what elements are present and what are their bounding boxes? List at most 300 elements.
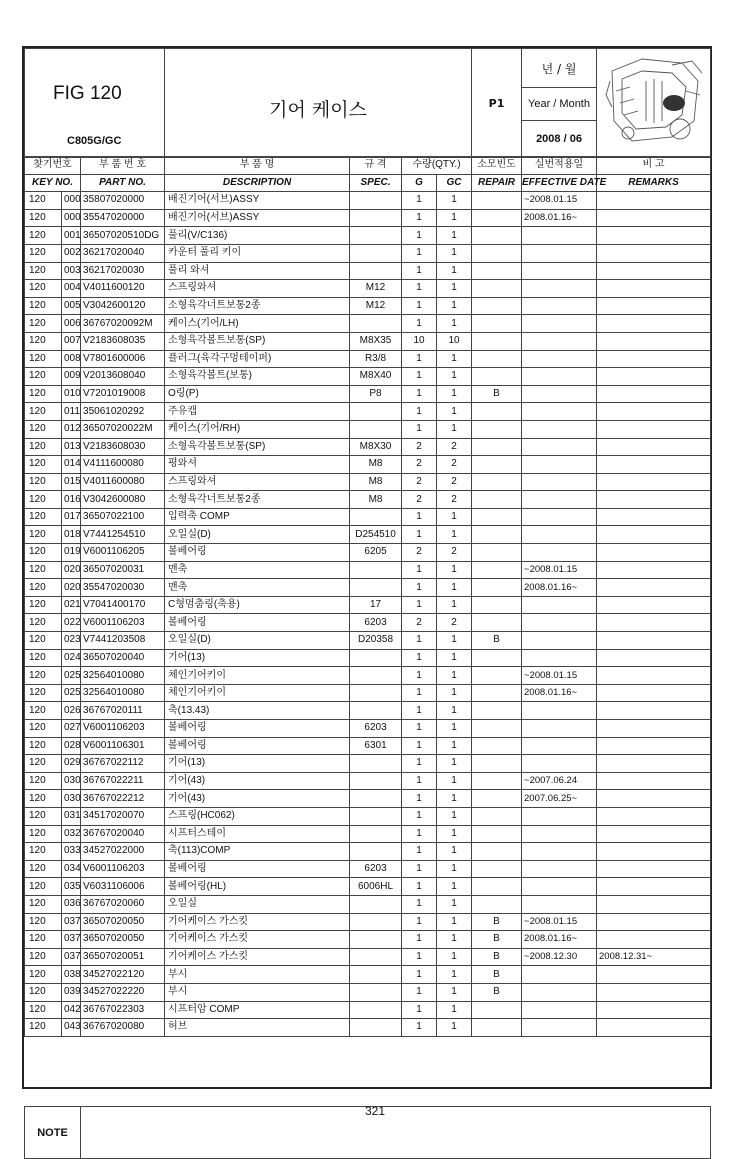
row-effective-date bbox=[522, 438, 597, 456]
row-key: 010 bbox=[62, 385, 81, 403]
row-key: 003 bbox=[62, 262, 81, 280]
row-effective-date bbox=[522, 895, 597, 913]
row-fig: 120 bbox=[25, 561, 62, 579]
row-repair bbox=[472, 280, 522, 298]
row-description: 스프링와셔 bbox=[165, 280, 350, 298]
row-description: 체인기어키이 bbox=[165, 684, 350, 702]
row-description: 입력축 COMP bbox=[165, 508, 350, 526]
row-effective-date: 2007.06.25~ bbox=[522, 790, 597, 808]
row-remarks bbox=[597, 878, 711, 896]
row-description: 스프링와셔 bbox=[165, 473, 350, 491]
row-effective-date: 2008.01.16~ bbox=[522, 209, 597, 227]
row-description: 소형육각볼트(보통) bbox=[165, 368, 350, 386]
date-label-kr: 년 / 월 bbox=[522, 49, 596, 88]
row-fig: 120 bbox=[25, 1019, 62, 1037]
row-description: 부시 bbox=[165, 966, 350, 984]
row-qty-gc: 1 bbox=[437, 192, 472, 210]
row-remarks bbox=[597, 209, 711, 227]
row-key: 015 bbox=[62, 473, 81, 491]
row-repair bbox=[472, 192, 522, 210]
table-row bbox=[25, 227, 711, 245]
row-key: 027 bbox=[62, 720, 81, 738]
row-fig: 120 bbox=[25, 473, 62, 491]
row-effective-date bbox=[522, 649, 597, 667]
table-row bbox=[25, 280, 711, 298]
row-remarks bbox=[597, 807, 711, 825]
row-remarks bbox=[597, 895, 711, 913]
row-part-no: V6001106203 bbox=[81, 614, 165, 632]
row-part-no: 35547020000 bbox=[81, 209, 165, 227]
row-qty-gc: 1 bbox=[437, 1001, 472, 1019]
row-fig: 120 bbox=[25, 860, 62, 878]
table-row bbox=[25, 526, 711, 544]
row-qty-gc: 1 bbox=[437, 772, 472, 790]
row-effective-date bbox=[522, 244, 597, 262]
row-remarks bbox=[597, 772, 711, 790]
row-repair bbox=[472, 614, 522, 632]
row-spec: P8 bbox=[350, 385, 402, 403]
table-row bbox=[25, 895, 711, 913]
row-repair bbox=[472, 1001, 522, 1019]
row-qty-g: 1 bbox=[402, 420, 437, 438]
row-key: 038 bbox=[62, 966, 81, 984]
row-key: 031 bbox=[62, 807, 81, 825]
row-key: 023 bbox=[62, 632, 81, 650]
row-qty-g: 10 bbox=[402, 332, 437, 350]
row-part-no: V2183608035 bbox=[81, 332, 165, 350]
row-description: 오일실(D) bbox=[165, 632, 350, 650]
row-fig: 120 bbox=[25, 280, 62, 298]
row-description: 볼베어링 bbox=[165, 720, 350, 738]
row-description: 주유캡 bbox=[165, 403, 350, 421]
row-fig: 120 bbox=[25, 684, 62, 702]
row-part-no: 36507020051 bbox=[81, 948, 165, 966]
row-qty-gc: 1 bbox=[437, 948, 472, 966]
row-description: 맨축 bbox=[165, 561, 350, 579]
row-remarks bbox=[597, 966, 711, 984]
row-part-no: V6001106301 bbox=[81, 737, 165, 755]
row-remarks bbox=[597, 438, 711, 456]
row-effective-date bbox=[522, 702, 597, 720]
row-fig: 120 bbox=[25, 544, 62, 562]
row-key: 037 bbox=[62, 931, 81, 949]
row-repair bbox=[472, 403, 522, 421]
row-remarks bbox=[597, 684, 711, 702]
row-repair: B bbox=[472, 931, 522, 949]
row-key: 035 bbox=[62, 878, 81, 896]
col-desc-en: DESCRIPTION bbox=[165, 174, 350, 192]
table-row bbox=[25, 192, 711, 210]
row-spec: M8 bbox=[350, 491, 402, 509]
row-repair bbox=[472, 772, 522, 790]
row-qty-g: 2 bbox=[402, 544, 437, 562]
row-description: 케이스(기어/RH) bbox=[165, 420, 350, 438]
row-qty-g: 1 bbox=[402, 931, 437, 949]
row-effective-date bbox=[522, 737, 597, 755]
row-fig: 120 bbox=[25, 526, 62, 544]
row-repair bbox=[472, 878, 522, 896]
row-description: 케이스(기어/LH) bbox=[165, 315, 350, 333]
row-qty-gc: 1 bbox=[437, 209, 472, 227]
row-part-no: V7441254510 bbox=[81, 526, 165, 544]
row-key: 021 bbox=[62, 596, 81, 614]
row-effective-date bbox=[522, 825, 597, 843]
row-spec bbox=[350, 1019, 402, 1037]
row-qty-gc: 1 bbox=[437, 843, 472, 861]
row-part-no: 36507020031 bbox=[81, 561, 165, 579]
row-part-no: 36217020040 bbox=[81, 244, 165, 262]
row-spec: D254510 bbox=[350, 526, 402, 544]
table-row bbox=[25, 755, 711, 773]
table-row bbox=[25, 966, 711, 984]
col-part-en: PART NO. bbox=[81, 174, 165, 192]
row-remarks bbox=[597, 544, 711, 562]
row-qty-gc: 1 bbox=[437, 966, 472, 984]
row-qty-gc: 1 bbox=[437, 667, 472, 685]
row-part-no: 36507020050 bbox=[81, 913, 165, 931]
row-remarks bbox=[597, 192, 711, 210]
row-description: 기어케이스 가스킷 bbox=[165, 931, 350, 949]
row-effective-date bbox=[522, 297, 597, 315]
row-qty-g: 1 bbox=[402, 649, 437, 667]
row-fig: 120 bbox=[25, 491, 62, 509]
row-remarks bbox=[597, 667, 711, 685]
row-repair: B bbox=[472, 948, 522, 966]
row-qty-g: 1 bbox=[402, 878, 437, 896]
row-spec bbox=[350, 403, 402, 421]
row-repair bbox=[472, 438, 522, 456]
col-remarks-kr: 비 고 bbox=[597, 157, 711, 175]
row-remarks bbox=[597, 473, 711, 491]
row-qty-g: 1 bbox=[402, 262, 437, 280]
row-key: 016 bbox=[62, 491, 81, 509]
row-part-no: V6001106203 bbox=[81, 720, 165, 738]
row-key: 011 bbox=[62, 403, 81, 421]
row-fig: 120 bbox=[25, 420, 62, 438]
row-qty-g: 1 bbox=[402, 632, 437, 650]
row-description: 부시 bbox=[165, 983, 350, 1001]
row-key: 032 bbox=[62, 825, 81, 843]
row-repair bbox=[472, 684, 522, 702]
row-part-no: 34527022120 bbox=[81, 966, 165, 984]
row-qty-gc: 1 bbox=[437, 632, 472, 650]
row-effective-date bbox=[522, 473, 597, 491]
row-spec bbox=[350, 1001, 402, 1019]
row-qty-gc: 1 bbox=[437, 596, 472, 614]
row-qty-g: 1 bbox=[402, 350, 437, 368]
row-remarks bbox=[597, 297, 711, 315]
row-fig: 120 bbox=[25, 596, 62, 614]
column-header-kr bbox=[25, 157, 711, 175]
row-key: 019 bbox=[62, 544, 81, 562]
row-fig: 120 bbox=[25, 931, 62, 949]
row-qty-g: 1 bbox=[402, 843, 437, 861]
table-row bbox=[25, 244, 711, 262]
row-repair bbox=[472, 596, 522, 614]
row-description: 스프링(HC062) bbox=[165, 807, 350, 825]
row-qty-g: 1 bbox=[402, 297, 437, 315]
row-repair: B bbox=[472, 983, 522, 1001]
table-row bbox=[25, 772, 711, 790]
row-effective-date bbox=[522, 1001, 597, 1019]
row-qty-g: 2 bbox=[402, 438, 437, 456]
row-spec: 6006HL bbox=[350, 878, 402, 896]
figure-number: FIG 120 bbox=[53, 83, 122, 104]
row-repair bbox=[472, 456, 522, 474]
row-qty-gc: 1 bbox=[437, 508, 472, 526]
row-effective-date bbox=[522, 350, 597, 368]
row-qty-g: 1 bbox=[402, 720, 437, 738]
row-fig: 120 bbox=[25, 983, 62, 1001]
table-row bbox=[25, 297, 711, 315]
row-key: 007 bbox=[62, 332, 81, 350]
row-key: 033 bbox=[62, 843, 81, 861]
table-row bbox=[25, 332, 711, 350]
row-qty-g: 1 bbox=[402, 755, 437, 773]
row-part-no: 36767022303 bbox=[81, 1001, 165, 1019]
row-qty-g: 1 bbox=[402, 385, 437, 403]
row-qty-gc: 1 bbox=[437, 720, 472, 738]
row-qty-g: 1 bbox=[402, 913, 437, 931]
row-effective-date bbox=[522, 720, 597, 738]
row-spec bbox=[350, 649, 402, 667]
row-qty-g: 1 bbox=[402, 825, 437, 843]
row-effective-date bbox=[522, 315, 597, 333]
table-row bbox=[25, 1019, 711, 1037]
row-qty-gc: 2 bbox=[437, 473, 472, 491]
table-row bbox=[25, 878, 711, 896]
row-effective-date bbox=[522, 420, 597, 438]
row-part-no: 35547020030 bbox=[81, 579, 165, 597]
row-description: 체인기어키이 bbox=[165, 667, 350, 685]
row-effective-date: ~2008.01.15 bbox=[522, 561, 597, 579]
row-fig: 120 bbox=[25, 790, 62, 808]
table-row bbox=[25, 544, 711, 562]
row-part-no: 36767020080 bbox=[81, 1019, 165, 1037]
row-repair bbox=[472, 209, 522, 227]
table-row bbox=[25, 209, 711, 227]
row-remarks bbox=[597, 737, 711, 755]
row-description: 볼베어링 bbox=[165, 614, 350, 632]
row-effective-date bbox=[522, 1019, 597, 1037]
row-part-no: 36767020111 bbox=[81, 702, 165, 720]
table-row bbox=[25, 983, 711, 1001]
row-remarks bbox=[597, 632, 711, 650]
row-description: 시프터암 COMP bbox=[165, 1001, 350, 1019]
row-fig: 120 bbox=[25, 209, 62, 227]
row-qty-g: 1 bbox=[402, 895, 437, 913]
row-part-no: V6001106203 bbox=[81, 860, 165, 878]
row-key: 036 bbox=[62, 895, 81, 913]
row-effective-date bbox=[522, 403, 597, 421]
row-qty-gc: 1 bbox=[437, 244, 472, 262]
row-spec bbox=[350, 209, 402, 227]
row-remarks bbox=[597, 491, 711, 509]
row-fig: 120 bbox=[25, 772, 62, 790]
row-part-no: 36507020040 bbox=[81, 649, 165, 667]
row-fig: 120 bbox=[25, 649, 62, 667]
table-row bbox=[25, 385, 711, 403]
row-remarks bbox=[597, 720, 711, 738]
row-qty-gc: 2 bbox=[437, 544, 472, 562]
row-qty-g: 1 bbox=[402, 508, 437, 526]
row-effective-date bbox=[522, 368, 597, 386]
row-part-no: 36507020510DG bbox=[81, 227, 165, 245]
row-repair bbox=[472, 702, 522, 720]
row-qty-gc: 1 bbox=[437, 561, 472, 579]
row-description: 소형육각볼트보통(SP) bbox=[165, 438, 350, 456]
row-spec: 6203 bbox=[350, 860, 402, 878]
table-row bbox=[25, 913, 711, 931]
row-remarks bbox=[597, 913, 711, 931]
row-spec bbox=[350, 913, 402, 931]
col-gc-en: GC bbox=[437, 174, 472, 192]
row-qty-g: 1 bbox=[402, 579, 437, 597]
row-key: 000 bbox=[62, 192, 81, 210]
row-remarks bbox=[597, 755, 711, 773]
row-remarks bbox=[597, 385, 711, 403]
row-part-no: 35061020292 bbox=[81, 403, 165, 421]
row-qty-g: 1 bbox=[402, 280, 437, 298]
row-description: 볼베어링 bbox=[165, 737, 350, 755]
table-row bbox=[25, 614, 711, 632]
row-effective-date bbox=[522, 262, 597, 280]
date-label-en: Year / Month bbox=[522, 88, 596, 121]
row-fig: 120 bbox=[25, 720, 62, 738]
row-qty-g: 2 bbox=[402, 491, 437, 509]
row-repair bbox=[472, 755, 522, 773]
row-repair bbox=[472, 843, 522, 861]
row-qty-g: 1 bbox=[402, 561, 437, 579]
row-description: 기어(43) bbox=[165, 790, 350, 808]
row-fig: 120 bbox=[25, 843, 62, 861]
row-qty-gc: 1 bbox=[437, 227, 472, 245]
row-description: 오일실 bbox=[165, 895, 350, 913]
table-row bbox=[25, 649, 711, 667]
table-row bbox=[25, 579, 711, 597]
row-repair bbox=[472, 579, 522, 597]
row-remarks bbox=[597, 843, 711, 861]
table-row bbox=[25, 491, 711, 509]
row-remarks bbox=[597, 526, 711, 544]
row-repair bbox=[472, 720, 522, 738]
row-fig: 120 bbox=[25, 368, 62, 386]
row-description: 기어(43) bbox=[165, 772, 350, 790]
row-spec bbox=[350, 931, 402, 949]
row-repair bbox=[472, 262, 522, 280]
row-part-no: 34527022000 bbox=[81, 843, 165, 861]
row-description: 풀리(V/C136) bbox=[165, 227, 350, 245]
row-qty-gc: 1 bbox=[437, 368, 472, 386]
row-spec bbox=[350, 420, 402, 438]
col-part-kr: 부 품 번 호 bbox=[81, 157, 165, 175]
table-row bbox=[25, 931, 711, 949]
row-qty-gc: 1 bbox=[437, 280, 472, 298]
row-spec bbox=[350, 508, 402, 526]
row-spec: M12 bbox=[350, 280, 402, 298]
row-effective-date: 2008.01.16~ bbox=[522, 931, 597, 949]
row-spec bbox=[350, 192, 402, 210]
row-key: 009 bbox=[62, 368, 81, 386]
row-qty-gc: 1 bbox=[437, 649, 472, 667]
row-qty-gc: 1 bbox=[437, 755, 472, 773]
row-effective-date bbox=[522, 596, 597, 614]
row-effective-date bbox=[522, 491, 597, 509]
row-remarks bbox=[597, 262, 711, 280]
row-part-no: V6031106006 bbox=[81, 878, 165, 896]
row-spec bbox=[350, 983, 402, 1001]
row-effective-date bbox=[522, 544, 597, 562]
row-effective-date: ~2007.06.24 bbox=[522, 772, 597, 790]
row-remarks bbox=[597, 420, 711, 438]
table-row bbox=[25, 843, 711, 861]
row-key: 013 bbox=[62, 438, 81, 456]
row-spec: M8 bbox=[350, 456, 402, 474]
row-fig: 120 bbox=[25, 667, 62, 685]
row-spec bbox=[350, 966, 402, 984]
table-row bbox=[25, 456, 711, 474]
row-description: 소형육각볼트보통(SP) bbox=[165, 332, 350, 350]
date-value: 2008 / 06 bbox=[536, 133, 582, 145]
row-remarks bbox=[597, 368, 711, 386]
row-qty-gc: 1 bbox=[437, 262, 472, 280]
row-fig: 120 bbox=[25, 227, 62, 245]
table-row bbox=[25, 438, 711, 456]
col-spec-kr: 규 격 bbox=[350, 157, 402, 175]
row-description: C형멈춤링(축용) bbox=[165, 596, 350, 614]
row-repair bbox=[472, 1019, 522, 1037]
row-remarks bbox=[597, 508, 711, 526]
row-spec bbox=[350, 948, 402, 966]
row-key: 022 bbox=[62, 614, 81, 632]
row-spec bbox=[350, 825, 402, 843]
row-repair bbox=[472, 491, 522, 509]
table-row bbox=[25, 720, 711, 738]
row-qty-g: 1 bbox=[402, 983, 437, 1001]
row-part-no: V4111600080 bbox=[81, 456, 165, 474]
row-fig: 120 bbox=[25, 456, 62, 474]
col-repair-kr: 소모빈도 bbox=[472, 157, 522, 175]
row-spec bbox=[350, 579, 402, 597]
row-repair bbox=[472, 895, 522, 913]
row-effective-date bbox=[522, 755, 597, 773]
figure-cell bbox=[25, 49, 165, 158]
row-effective-date: ~2008.12.30 bbox=[522, 948, 597, 966]
row-spec: M8 bbox=[350, 473, 402, 491]
row-qty-g: 1 bbox=[402, 966, 437, 984]
table-row bbox=[25, 508, 711, 526]
row-key: 001 bbox=[62, 227, 81, 245]
table-row bbox=[25, 473, 711, 491]
row-repair: B bbox=[472, 966, 522, 984]
row-description: 소형육각너트보통2종 bbox=[165, 491, 350, 509]
row-qty-g: 1 bbox=[402, 227, 437, 245]
row-remarks bbox=[597, 315, 711, 333]
row-description: 기어케이스 가스킷 bbox=[165, 948, 350, 966]
row-fig: 120 bbox=[25, 332, 62, 350]
row-spec: D20358 bbox=[350, 632, 402, 650]
row-remarks bbox=[597, 403, 711, 421]
row-effective-date: 2008.01.16~ bbox=[522, 684, 597, 702]
model-number: C805G/GC bbox=[67, 135, 122, 147]
row-key: 006 bbox=[62, 315, 81, 333]
row-description: 오일실(D) bbox=[165, 526, 350, 544]
row-key: 024 bbox=[62, 649, 81, 667]
row-fig: 120 bbox=[25, 966, 62, 984]
row-qty-g: 1 bbox=[402, 790, 437, 808]
row-fig: 120 bbox=[25, 702, 62, 720]
row-repair bbox=[472, 368, 522, 386]
